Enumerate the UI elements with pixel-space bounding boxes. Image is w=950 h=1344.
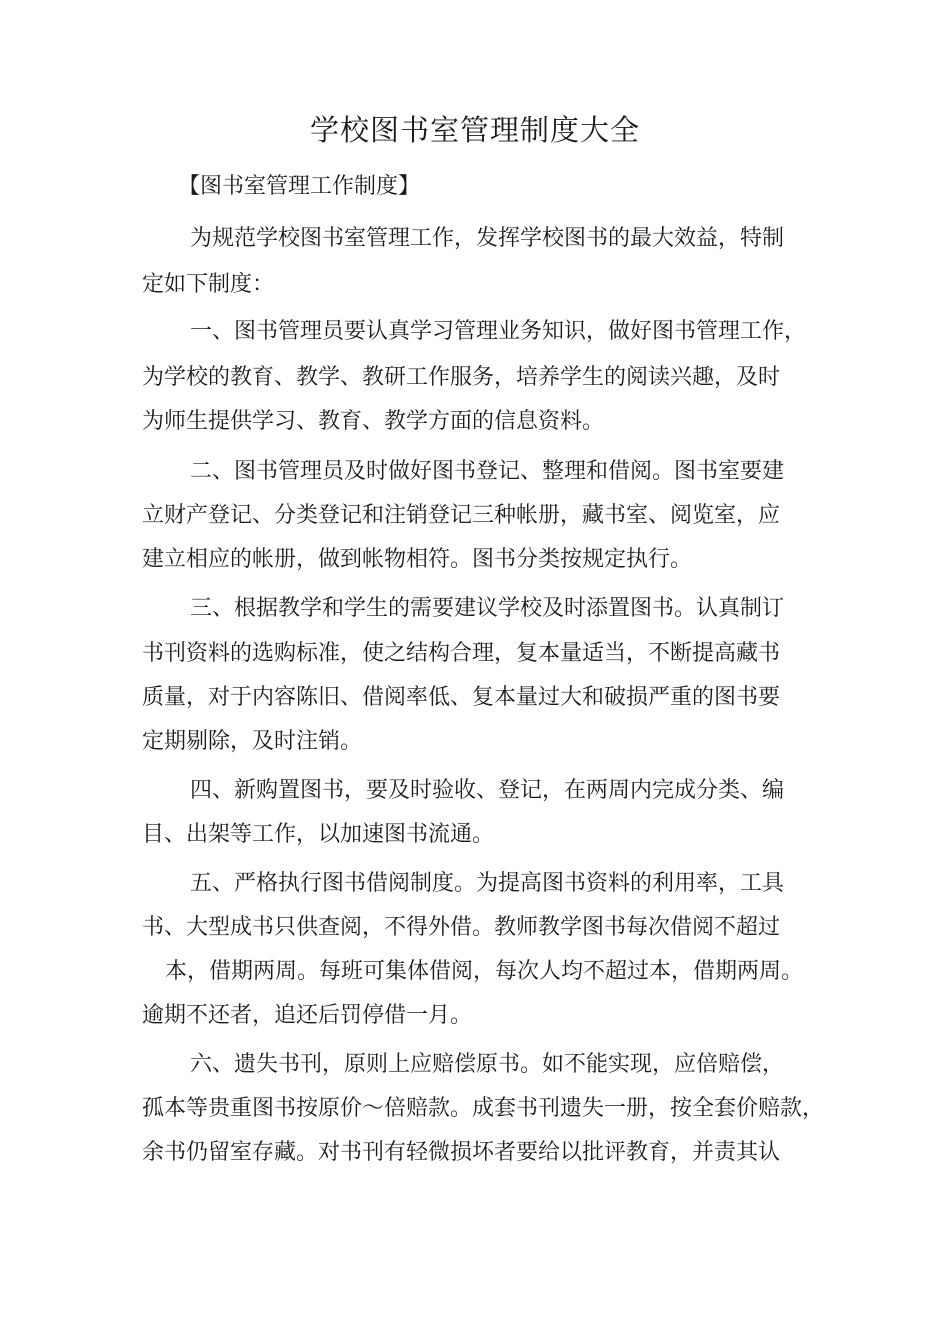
text-line: 一、图书管理员要认真学习管理业务知识，做好图书管理工作， xyxy=(190,319,807,344)
text-line: 本，借期两周。每班可集体借阅，每次人均不超过本，借期两周。 xyxy=(165,959,804,984)
text-line: 六、遗失书刊，原则上应赔偿原书。如不能实现，应倍赔偿， xyxy=(190,1052,785,1077)
text-line: 目、出架等工作，以加速图书流通。 xyxy=(142,822,495,847)
text-line: 五、严格执行图书借阅制度。为提高图书资料的利用率，工具 xyxy=(190,871,785,896)
text-line: 为师生提供学习、教育、教学方面的信息资料。 xyxy=(142,409,605,434)
text-line: 质量，对于内容陈旧、借阅率低、复本量过大和破损严重的图书要 xyxy=(142,685,781,710)
text-line: 建立相应的帐册，做到帐物相符。图书分类按规定执行。 xyxy=(142,547,693,572)
text-line: 为学校的教育、教学、教研工作服务，培养学生的阅读兴趣，及时 xyxy=(142,365,781,390)
text-line: 定期剔除，及时注销。 xyxy=(142,729,363,754)
document-title: 学校图书室管理制度大全 xyxy=(309,113,640,147)
text-line: 立财产登记、分类登记和注销登记三种帐册，藏书室、阅览室，应 xyxy=(142,503,781,528)
text-line: 余书仍留室存藏。对书刊有轻微损坏者要给以批评教育，并责其认 xyxy=(142,1140,781,1165)
text-line: 书、大型成书只供查阅，不得外借。教师教学图书每次借阅不超过 xyxy=(142,915,781,940)
section-heading: 【图书室管理工作制度】 xyxy=(178,174,421,199)
text-line: 为规范学校图书室管理工作，发挥学校图书的最大效益，特制 xyxy=(190,226,785,251)
text-line: 逾期不还者，追还后罚停借一月。 xyxy=(142,1003,473,1028)
text-line: 书刊资料的选购标准，使之结构合理，复本量适当，不断提高藏书 xyxy=(142,641,781,666)
text-line: 孤本等贵重图书按原价〜倍赔款。成套书刊遗失一册，按全套价赔款， xyxy=(142,1096,825,1121)
text-line: 三、根据教学和学生的需要建议学校及时添置图书。认真制订 xyxy=(190,596,785,621)
text-line: 定如下制度： xyxy=(142,272,275,297)
text-line: 四、新购置图书，要及时验收、登记，在两周内完成分类、编 xyxy=(190,778,785,803)
text-line: 二、图书管理员及时做好图书登记、整理和借阅。图书室要建 xyxy=(190,459,785,484)
